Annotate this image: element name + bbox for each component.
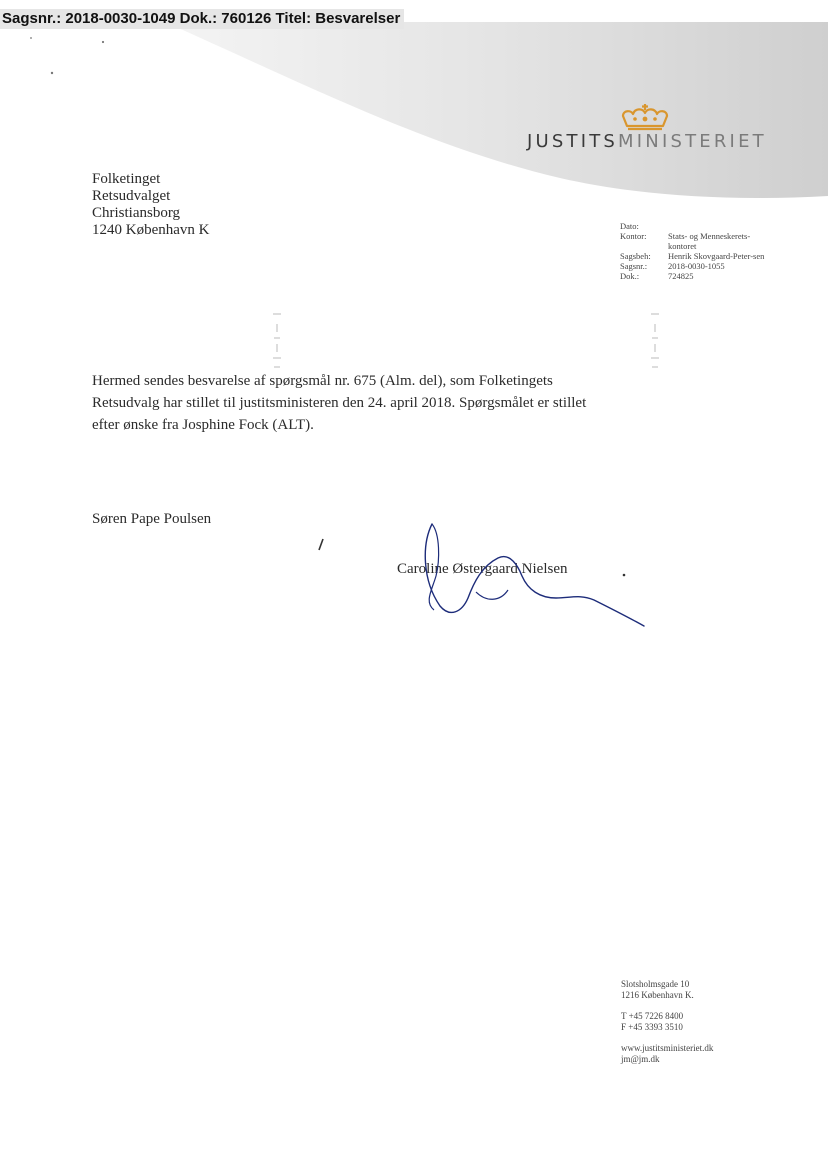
scan-artifact-right: [648, 312, 662, 374]
meta-row-office: [620, 231, 768, 251]
footer-line: F +45 3393 3510: [621, 1022, 683, 1032]
meta-value: 2018-0030-1055: [668, 261, 725, 271]
address-line: Christiansborg: [92, 205, 181, 221]
logo-name-light: MINISTERIET: [618, 131, 767, 152]
official-name: Caroline Østergaard Nielsen: [397, 561, 568, 577]
meta-label: Dok.:: [620, 271, 640, 281]
case-stamp: Sagsnr.: 2018-0030-1049 Dok.: 760126 Titel: Besvarelser: [0, 9, 404, 29]
footer-web: [621, 1043, 713, 1065]
case-metadata: [620, 221, 768, 281]
logo-name-strong: JUSTITS: [527, 131, 619, 152]
meta-row-document: [620, 271, 768, 281]
address-line: Retsudvalget: [92, 188, 171, 204]
meta-label: Sagsbeh:: [620, 251, 651, 261]
footer-line: Slotsholmsgade 10: [621, 979, 690, 989]
meta-value: Henrik Skovgaard-Peter-sen: [668, 251, 765, 261]
minister-name: Søren Pape Poulsen: [92, 511, 212, 527]
crown-icon: [617, 104, 673, 132]
meta-label: Sagsnr.:: [620, 261, 648, 271]
footer-phone: [621, 1011, 713, 1033]
pen-mark: [316, 538, 326, 552]
meta-value: 724825: [668, 271, 694, 281]
handwritten-signature: [410, 520, 650, 630]
header-swoosh-decoration: [0, 0, 828, 200]
address-line: 1240 København K: [92, 222, 210, 238]
ministry-logo: [527, 131, 767, 152]
scan-artifact-left: [270, 312, 284, 374]
meta-value: [668, 221, 768, 231]
meta-row-handler: [620, 251, 768, 261]
letter-body: Hermed sendes besvarelse af spørgsmål nr. 675 (Alm. del), som Folketingets Retsudvalg har stillet til justitsministeren den 24. april 2018. Spørgsmålet er stillet efter ønske fra Josphine Fock (ALT).: [92, 373, 587, 433]
meta-value: Stats- og Menneskerets-kontoret: [668, 231, 751, 251]
footer-website-link[interactable]: www.justitsministeriet.dk: [621, 1043, 714, 1053]
address-line: Folketinget: [92, 171, 161, 187]
ministry-contact-footer: [621, 979, 713, 1075]
footer-address: [621, 979, 713, 1001]
meta-label: Dato:: [620, 221, 639, 231]
meta-row-date: [620, 221, 768, 231]
meta-label: Kontor:: [620, 231, 647, 241]
footer-line: T +45 7226 8400: [621, 1011, 684, 1021]
footer-email-link[interactable]: jm@jm.dk: [621, 1054, 660, 1064]
meta-row-case-number: [620, 261, 768, 271]
footer-line: 1216 København K.: [621, 990, 694, 1000]
